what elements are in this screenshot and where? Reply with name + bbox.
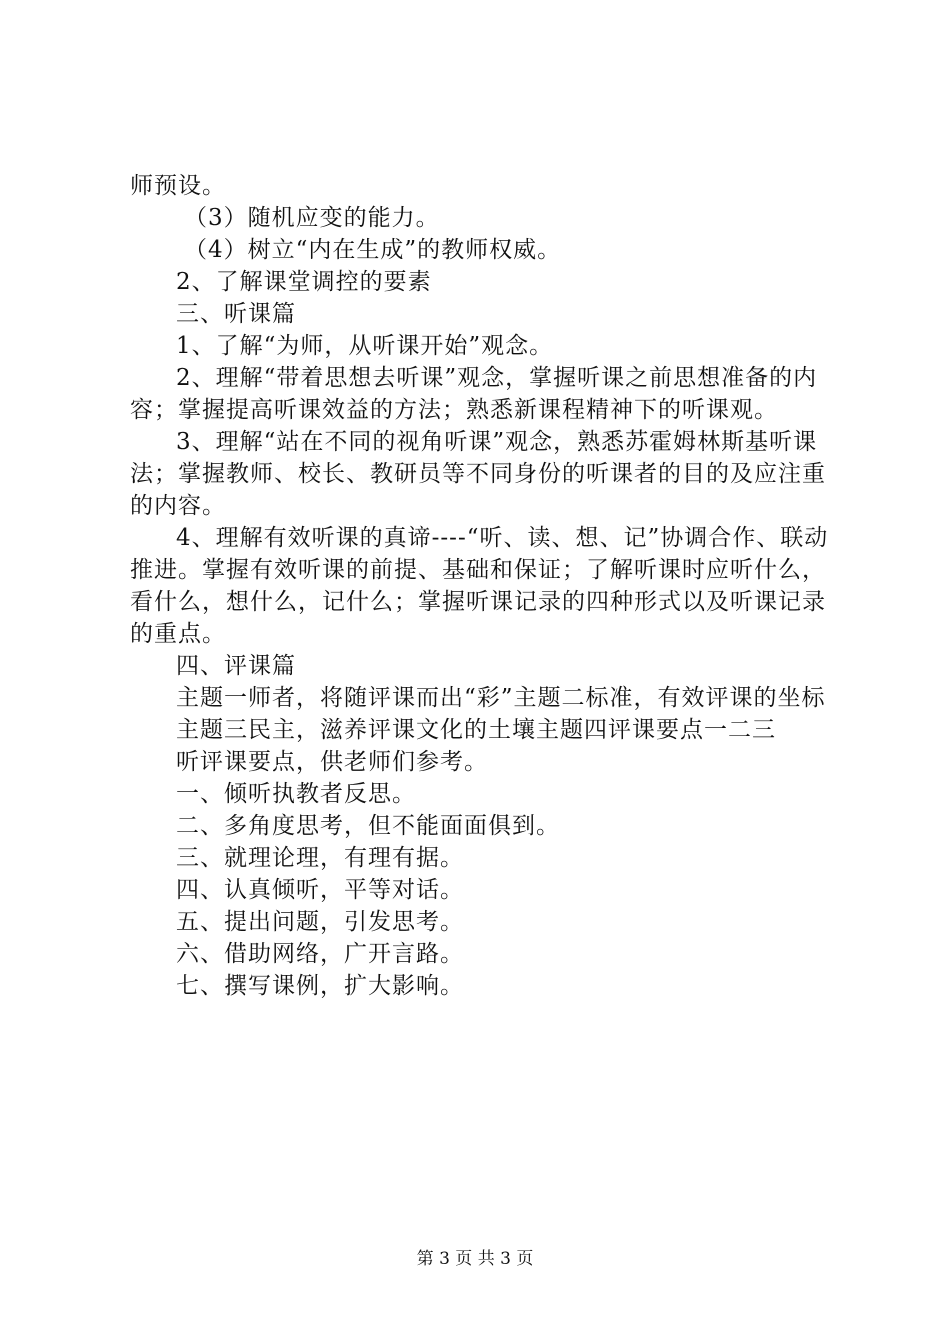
paragraph: 听评课要点，供老师们参考。 bbox=[176, 749, 488, 775]
paragraph: 师预设。 bbox=[130, 173, 226, 199]
list-item: 三、就理论理，有理有据。 bbox=[176, 845, 464, 871]
list-item: 一、倾听执教者反思。 bbox=[176, 781, 416, 807]
paragraph: （4）树立“内在生成”的教师权威。 bbox=[184, 237, 562, 263]
list-item: 七、撰写课例，扩大影响。 bbox=[176, 973, 464, 999]
paragraph: 1、了解“为师，从听课开始”观念。 bbox=[176, 333, 554, 359]
list-item: 五、提出问题，引发思考。 bbox=[176, 909, 464, 935]
page-footer bbox=[0, 1244, 950, 1269]
section-heading: 三、听课篇 bbox=[176, 301, 296, 327]
paragraph: 2、理解“带着思想去听课”观念，掌握听课之前思想准备的内容；掌握提高听课效益的方法；熟悉新课程精神下的听课观。 bbox=[130, 365, 818, 423]
section-heading: 四、评课篇 bbox=[176, 653, 296, 679]
paragraph: 2、了解课堂调控的要素 bbox=[176, 269, 432, 295]
page-number: 第 3 页 共 3 页 bbox=[416, 1249, 534, 1269]
paragraph: 主题一师者，将随评课而出“彩”主题二标准，有效评课的坐标 bbox=[176, 685, 826, 711]
paragraph: 主题三民主，滋养评课文化的土壤主题四评课要点一二三 bbox=[176, 717, 776, 743]
paragraph: （3）随机应变的能力。 bbox=[184, 205, 440, 231]
list-item: 四、认真倾听，平等对话。 bbox=[176, 877, 464, 903]
document-body bbox=[130, 170, 840, 1002]
list-item: 二、多角度思考，但不能面面俱到。 bbox=[176, 813, 560, 839]
paragraph: 3、理解“站在不同的视角听课”观念，熟悉苏霍姆林斯基听课法；掌握教师、校长、教研员等不同身份的听课者的目的及应注重的内容。 bbox=[130, 429, 826, 519]
paragraph: 4、理解有效听课的真谛----“听、读、想、记”协调合作、联动推进。掌握有效听课的前提、基础和保证；了解听课时应听什么，看什么，想什么，记什么；掌握听课记录的四种形式以及听课记录的重点。 bbox=[130, 525, 829, 647]
list-item: 六、借助网络，广开言路。 bbox=[176, 941, 464, 967]
